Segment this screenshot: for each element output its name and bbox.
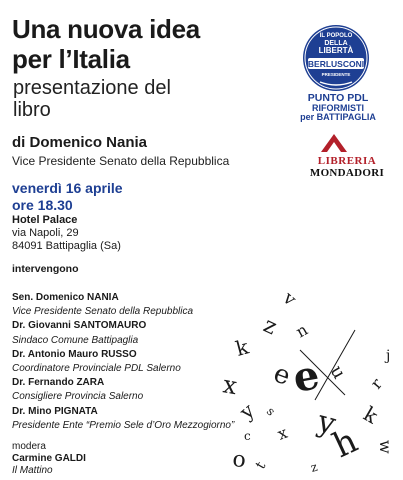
mondadori-line-2: MONDADORI <box>309 167 385 179</box>
decor-letter: e <box>289 351 323 402</box>
speaker-role: Sindaco Comune Battipaglia <box>12 334 139 346</box>
pdl-caption-line-1: PUNTO PDL <box>307 92 369 104</box>
decor-letter: z <box>309 459 319 475</box>
speaker-item <box>12 348 234 376</box>
decor-letter: e <box>269 358 295 392</box>
moderator-block <box>12 441 86 477</box>
event-datetime <box>12 180 123 214</box>
pdl-berlusconi: BERLUSCONI <box>307 59 365 69</box>
speaker-role: Vice Presidente Senato della Repubblica <box>12 306 194 318</box>
speaker-item <box>12 319 234 347</box>
decor-letter: t <box>252 459 270 472</box>
decor-letter: k <box>359 401 383 429</box>
event-time: ore 18.30 <box>12 197 73 213</box>
speaker-name: Dr. Giovanni SANTOMAURO <box>12 320 147 332</box>
decor-letter: v <box>278 287 301 311</box>
speaker-role: Consigliere Provincia Salerno <box>12 391 144 403</box>
subtitle-line-2: libro <box>13 99 51 121</box>
speaker-name: Dr. Antonio Mauro RUSSO <box>12 348 137 360</box>
page-title <box>12 14 200 74</box>
speaker-item <box>12 291 234 319</box>
pdl-caption-line-2: RIFORMISTI <box>312 102 364 113</box>
mondadori-logo-icon <box>320 133 348 153</box>
decor-letter: y <box>234 398 259 424</box>
subtitle-line-1: presentazione del <box>13 77 171 99</box>
pdl-presidente: PRESIDENTE <box>321 72 351 77</box>
decor-letter: h <box>326 420 364 467</box>
page-subtitle <box>13 77 171 121</box>
decor-letter: c <box>244 429 251 443</box>
moderator-name: Carmine GALDI <box>12 453 86 464</box>
decor-letter: k <box>233 334 252 361</box>
moderator-affiliation: Il Mattino <box>12 465 53 476</box>
speaker-item <box>12 405 234 433</box>
venue-address: via Napoli, 29 <box>12 227 79 239</box>
event-date: venerdì 16 aprile <box>12 180 123 196</box>
speaker-name: Sen. Domenico NANIA <box>12 292 119 303</box>
decor-letter: s <box>263 404 279 419</box>
decor-letter: j <box>386 348 391 364</box>
pdl-ring-top: IL POPOLO <box>319 33 353 39</box>
pdl-della: DELLA <box>324 40 348 47</box>
decor-line <box>300 330 355 400</box>
speaker-role: Coordinatore Provinciale PDL Salerno <box>12 363 181 375</box>
pdl-logo <box>302 24 370 92</box>
speaker-role: Presidente Ente “Premio Sele d’Oro Mezzogiorno” <box>12 419 235 431</box>
decor-letter: y <box>313 403 340 443</box>
author-name: di Domenico Nania <box>12 134 148 151</box>
decor-letter: x <box>274 422 290 444</box>
moderator-label: modera <box>12 441 46 452</box>
decor-letter: o <box>231 447 247 474</box>
speakers-heading: intervengono <box>12 263 79 275</box>
title-line-1: Una nuova idea <box>12 14 200 44</box>
author-role: Vice Presidente Senato della Repubblica <box>12 154 230 168</box>
decor-letter: z <box>259 312 281 341</box>
speaker-name: Dr. Mino PIGNATA <box>12 405 98 417</box>
event-venue <box>12 214 121 253</box>
venue-name: Hotel Palace <box>12 214 78 226</box>
pdl-caption <box>296 94 380 123</box>
decor-letter: w <box>376 440 395 454</box>
pdl-liberta: LIBERTÀ <box>318 46 354 55</box>
pdl-caption-line-3: per BATTIPAGLIA <box>300 112 376 122</box>
speaker-item <box>12 376 234 404</box>
venue-city: 84091 Battipaglia (Sa) <box>12 240 121 252</box>
mondadori-line-1: LIBRERIA <box>317 155 377 167</box>
decor-letter: x <box>220 370 240 401</box>
speakers-list <box>12 291 234 433</box>
decor-letter: u <box>325 362 350 383</box>
decor-letter: n <box>292 319 311 342</box>
decor-letter: r <box>366 374 386 393</box>
title-line-2: per l’Italia <box>12 44 130 74</box>
speaker-name: Dr. Fernando ZARA <box>12 377 105 389</box>
